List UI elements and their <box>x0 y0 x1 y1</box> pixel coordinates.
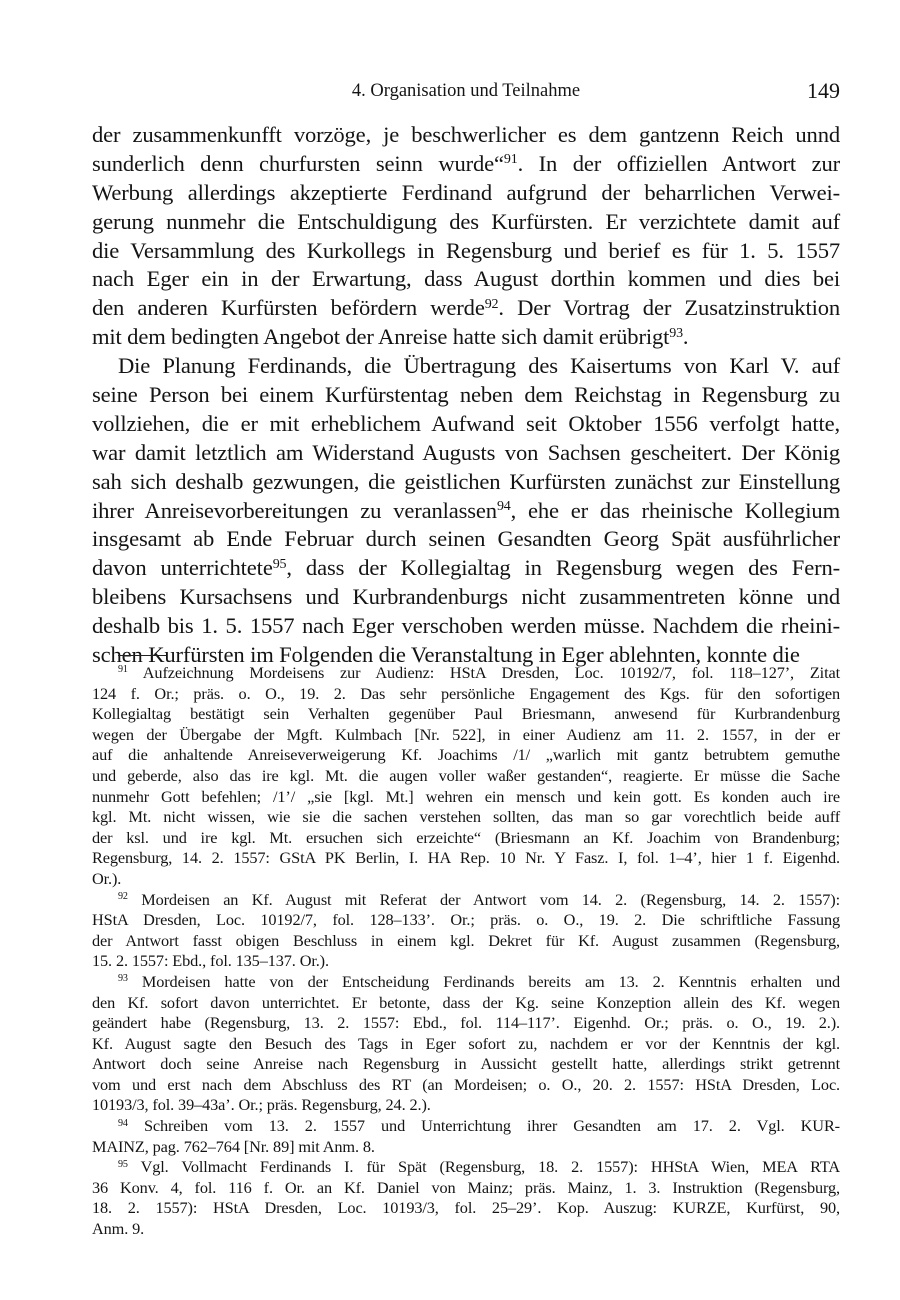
footnote-line <box>92 1219 840 1240</box>
text-run: der zusammenkunfft vorzöge, je beschwerlicher es dem gantzenn Reich unnd <box>92 122 840 147</box>
text-run: davon unterrichtete <box>92 555 273 581</box>
text-run: 10193/3, fol. 39–43a’. Or.; präs. Regensburg, 24. 2.). <box>92 1095 431 1115</box>
footnote-marker: 93 <box>669 325 683 341</box>
body-line <box>92 265 840 294</box>
text-run: gerung nunmehr die Entschuldigung des Kurfürsten. Er verzichtete damit auf <box>92 208 840 234</box>
text-run: der Antwort fasst obigen Beschluss in einem kgl. Dekret für Kf. August zusammen (Regensburg, <box>92 930 840 950</box>
footnote-line <box>92 869 840 890</box>
footnote-line <box>92 890 840 911</box>
text-run: , ehe er das rheinische Kollegium <box>510 497 840 523</box>
body-line <box>92 497 840 526</box>
footnote-marker: 91 <box>503 152 518 168</box>
text-run: der ksl. und ire kgl. Mt. ersuchen sich erzeichte“ (Briesmann an Kf. Joachim von Brandenburg; <box>92 827 840 847</box>
text-run: . In der offiziellen Antwort zur <box>517 150 840 176</box>
footnote-line <box>92 1137 840 1158</box>
text-run: 15. 2. 1557: Ebd., fol. 135–137. Or.). <box>92 951 329 971</box>
text-run: Vgl. Vollmacht Ferdinands I. für Spät (Regensburg, 18. 2. 1557): HHStA Wien, MEA RTA <box>127 1157 840 1177</box>
text-run: 124 f. Or.; präs. o. O., 19. 2. Das sehr persönliche Engagement des Kgs. für den sofortigen <box>92 683 840 703</box>
text-run: HStA Dresden, Loc. 10192/7, fol. 128–133’. Or.; präs. o. O., 19. 2. Die schriftliche Fassung <box>92 910 840 930</box>
footnote-line <box>92 993 840 1014</box>
footnote-line <box>92 1116 840 1137</box>
text-run: seine Person bei einem Kurfürstentag neben dem Reichstag in Regensburg zu <box>92 382 840 408</box>
footnote-marker: 91 <box>118 664 128 676</box>
text-run: den Kf. sofort davon unterrichtet. Er betonte, dass der Kg. seine Konzeption allein des Kf. wegen <box>92 992 840 1012</box>
page-header <box>92 78 840 108</box>
text-run: nach Eger ein in der Erwartung, dass August dorthin kommen und dies bei <box>92 266 840 292</box>
footnote-separator <box>118 655 166 656</box>
footnote-line <box>92 951 840 972</box>
text-run: , dass der Kollegialtag in Regensburg wegen des Fern- <box>286 555 840 581</box>
text-run: sah sich deshalb gezwungen, die geistlichen Kurfürsten zunächst zur Einstellung <box>92 468 840 494</box>
text-run: bleibens Kursachsens und Kurbrandenburgs nicht zusammentreten könne und <box>92 584 840 610</box>
footnote-marker: 95 <box>272 556 287 572</box>
text-run: schen Kurfürsten im Folgenden die Veranstaltung in Eger ablehnten, konnte die <box>92 642 800 668</box>
body-line <box>92 439 840 468</box>
text-run: 36 Konv. 4, fol. 116 f. Or. an Kf. Daniel von Mainz; präs. Mainz, 1. 3. Instruktion (Regensburg, <box>92 1177 840 1197</box>
footnote-line <box>92 910 840 931</box>
text-run: mit dem bedingten Angebot der Anreise hatte sich damit erübrigt <box>92 324 670 350</box>
text-run: Aufzeichnung Mordeisens zur Audienz: HStA Dresden, Loc. 10192/7, fol. 118–127’, Zitat <box>127 663 840 682</box>
text-run: vollziehen, die er mit erheblichem Aufwand seit Oktober 1556 verfolgt hatte, <box>92 410 840 436</box>
text-run: . Der Vortrag der Zusatzinstruktion <box>498 295 840 321</box>
text-run: Regensburg, 14. 2. 1557: GStA PK Berlin, I. HA Rep. 10 Nr. Y Fasz. I, fol. 1–4’, hier 1 f. Eigenhd. <box>92 848 840 868</box>
footnote-line <box>92 1095 840 1116</box>
body-text <box>92 121 840 670</box>
text-run: Kollegialtag bestätigt sein Verhalten gegenüber Paul Briesmann, anwesend für Kurbrandenburg <box>92 704 840 724</box>
text-run: Antwort doch seine Anreise nach Regensburg in Aussicht gestellt hatte, allerdings strikt getrennt <box>92 1054 840 1074</box>
footnote-line <box>92 663 840 684</box>
footnote-marker: 95 <box>118 1158 128 1170</box>
footnote-line <box>92 972 840 993</box>
body-line <box>92 525 840 554</box>
text-run: wegen der Übergabe der Mgft. Kulmbach [Nr. 522], in einer Audienz am 11. 2. 1557, in der er <box>92 724 840 744</box>
footnote-line <box>92 766 840 787</box>
text-run: Mordeisen hatte von der Entscheidung Ferdinands bereits am 13. 2. Kenntnis erhalten und <box>127 971 840 991</box>
text-run: Kf. August sagte den Besuch des Tags in Eger sofort zu, nachdem er vor der Kenntnis der kgl. <box>92 1033 840 1053</box>
text-run: Schreiben vom 13. 2. 1557 und Unterrichtung ihrer Gesandten am 17. 2. Vgl. KUR- <box>127 1116 840 1136</box>
text-run: die Versammlung des Kurkollegs in Regensburg und berief es für 1. 5. 1557 <box>92 237 840 263</box>
text-run: sunderlich denn churfursten seinn wurde“ <box>92 150 504 176</box>
text-run: kgl. Mt. nicht wissen, wie sie die sachen verstehen sollten, das man so gar vorechtlich beide auff <box>92 807 840 827</box>
body-line <box>92 150 840 179</box>
footnote-line <box>92 828 840 849</box>
body-line <box>92 554 840 583</box>
footnotes <box>92 663 840 1240</box>
text-run: auf die anhaltende Anreiseverweigerung Kf. Joachims /1/ „warlich mit gantz betrubtem gemuthe <box>92 745 840 765</box>
body-line <box>92 468 840 497</box>
footnote-line <box>92 684 840 705</box>
body-line <box>92 612 840 641</box>
footnote-line <box>92 1178 840 1199</box>
body-line <box>92 352 840 381</box>
text-run: ihrer Anreisevorbereitungen zu veranlassen <box>92 497 497 523</box>
body-line <box>92 179 840 208</box>
text-run: nunmehr Gott befehlen; /1’/ „sie [kgl. Mt.] wehren ein mensch und kein gott. Es konden auch ire <box>92 786 840 806</box>
page-number: 149 <box>807 78 840 103</box>
running-title: 4. Organisation und Teilnahme <box>351 81 581 101</box>
text-run: und geberde, also das ire kgl. Mt. die augen voller waßer gestanden“, reagierte. Er müsse die Sache <box>92 765 840 785</box>
body-line <box>92 410 840 439</box>
body-line <box>92 121 840 150</box>
text-run: den anderen Kurfürsten befördern werde <box>92 295 485 321</box>
body-line <box>92 208 840 237</box>
footnote-marker: 92 <box>484 296 499 312</box>
text-run: geändert habe (Regensburg, 13. 2. 1557: Ebd., fol. 114–117’. Eigenhd. Or.; präs. o. O., 19. 2.). <box>92 1013 840 1033</box>
body-line <box>92 323 840 352</box>
text-run: insgesamt ab Ende Februar durch seinen Gesandten Georg Spät ausführlicher <box>92 526 840 552</box>
text-run: war damit letztlich am Widerstand Augusts von Sachsen gescheitert. Der König <box>92 439 840 465</box>
text-run: . <box>682 324 689 350</box>
footnote-line <box>92 1054 840 1075</box>
text-run: vom und erst nach dem Abschluss des RT (an Mordeisen; o. O., 20. 2. 1557: HStA Dresden, Loc. <box>92 1074 840 1094</box>
text-run: Or.). <box>92 868 122 888</box>
footnote-line <box>92 807 840 828</box>
body-line <box>92 381 840 410</box>
body-line <box>92 583 840 612</box>
text-run: 18. 2. 1557): HStA Dresden, Loc. 10193/3, fol. 25–29’. Kop. Auszug: KURZE, Kurfürst, 90, <box>92 1198 840 1218</box>
footnote-line <box>92 704 840 725</box>
footnote-line <box>92 1034 840 1055</box>
footnote-line <box>92 787 840 808</box>
text-run: Die Planung Ferdinands, die Übertragung des Kaisertums von Karl V. auf <box>118 353 840 379</box>
text-run: Anm. 9. <box>92 1219 145 1239</box>
body-line <box>92 237 840 266</box>
footnote-marker: 93 <box>118 973 128 985</box>
footnote-marker: 94 <box>496 498 511 514</box>
body-line <box>92 294 840 323</box>
footnote-line <box>92 725 840 746</box>
text-run: Mordeisen an Kf. August mit Referat der Antwort vom 14. 2. (Regensburg, 14. 2. 1557): <box>127 889 840 909</box>
footnote-line <box>92 931 840 952</box>
footnote-line <box>92 1157 840 1178</box>
footnote-line <box>92 1198 840 1219</box>
footnote-line <box>92 848 840 869</box>
footnote-line <box>92 1013 840 1034</box>
text-run: Werbung allerdings akzeptierte Ferdinand aufgrund der beharrlichen Verwei- <box>92 179 840 205</box>
footnote-marker: 92 <box>118 890 128 902</box>
footnote-marker: 94 <box>118 1117 128 1129</box>
footnote-line <box>92 1075 840 1096</box>
text-run: deshalb bis 1. 5. 1557 nach Eger verschoben werden müsse. Nachdem die rheini- <box>92 613 840 639</box>
footnote-line <box>92 745 840 766</box>
text-run: MAINZ, pag. 762–764 [Nr. 89] mit Anm. 8. <box>92 1136 375 1156</box>
